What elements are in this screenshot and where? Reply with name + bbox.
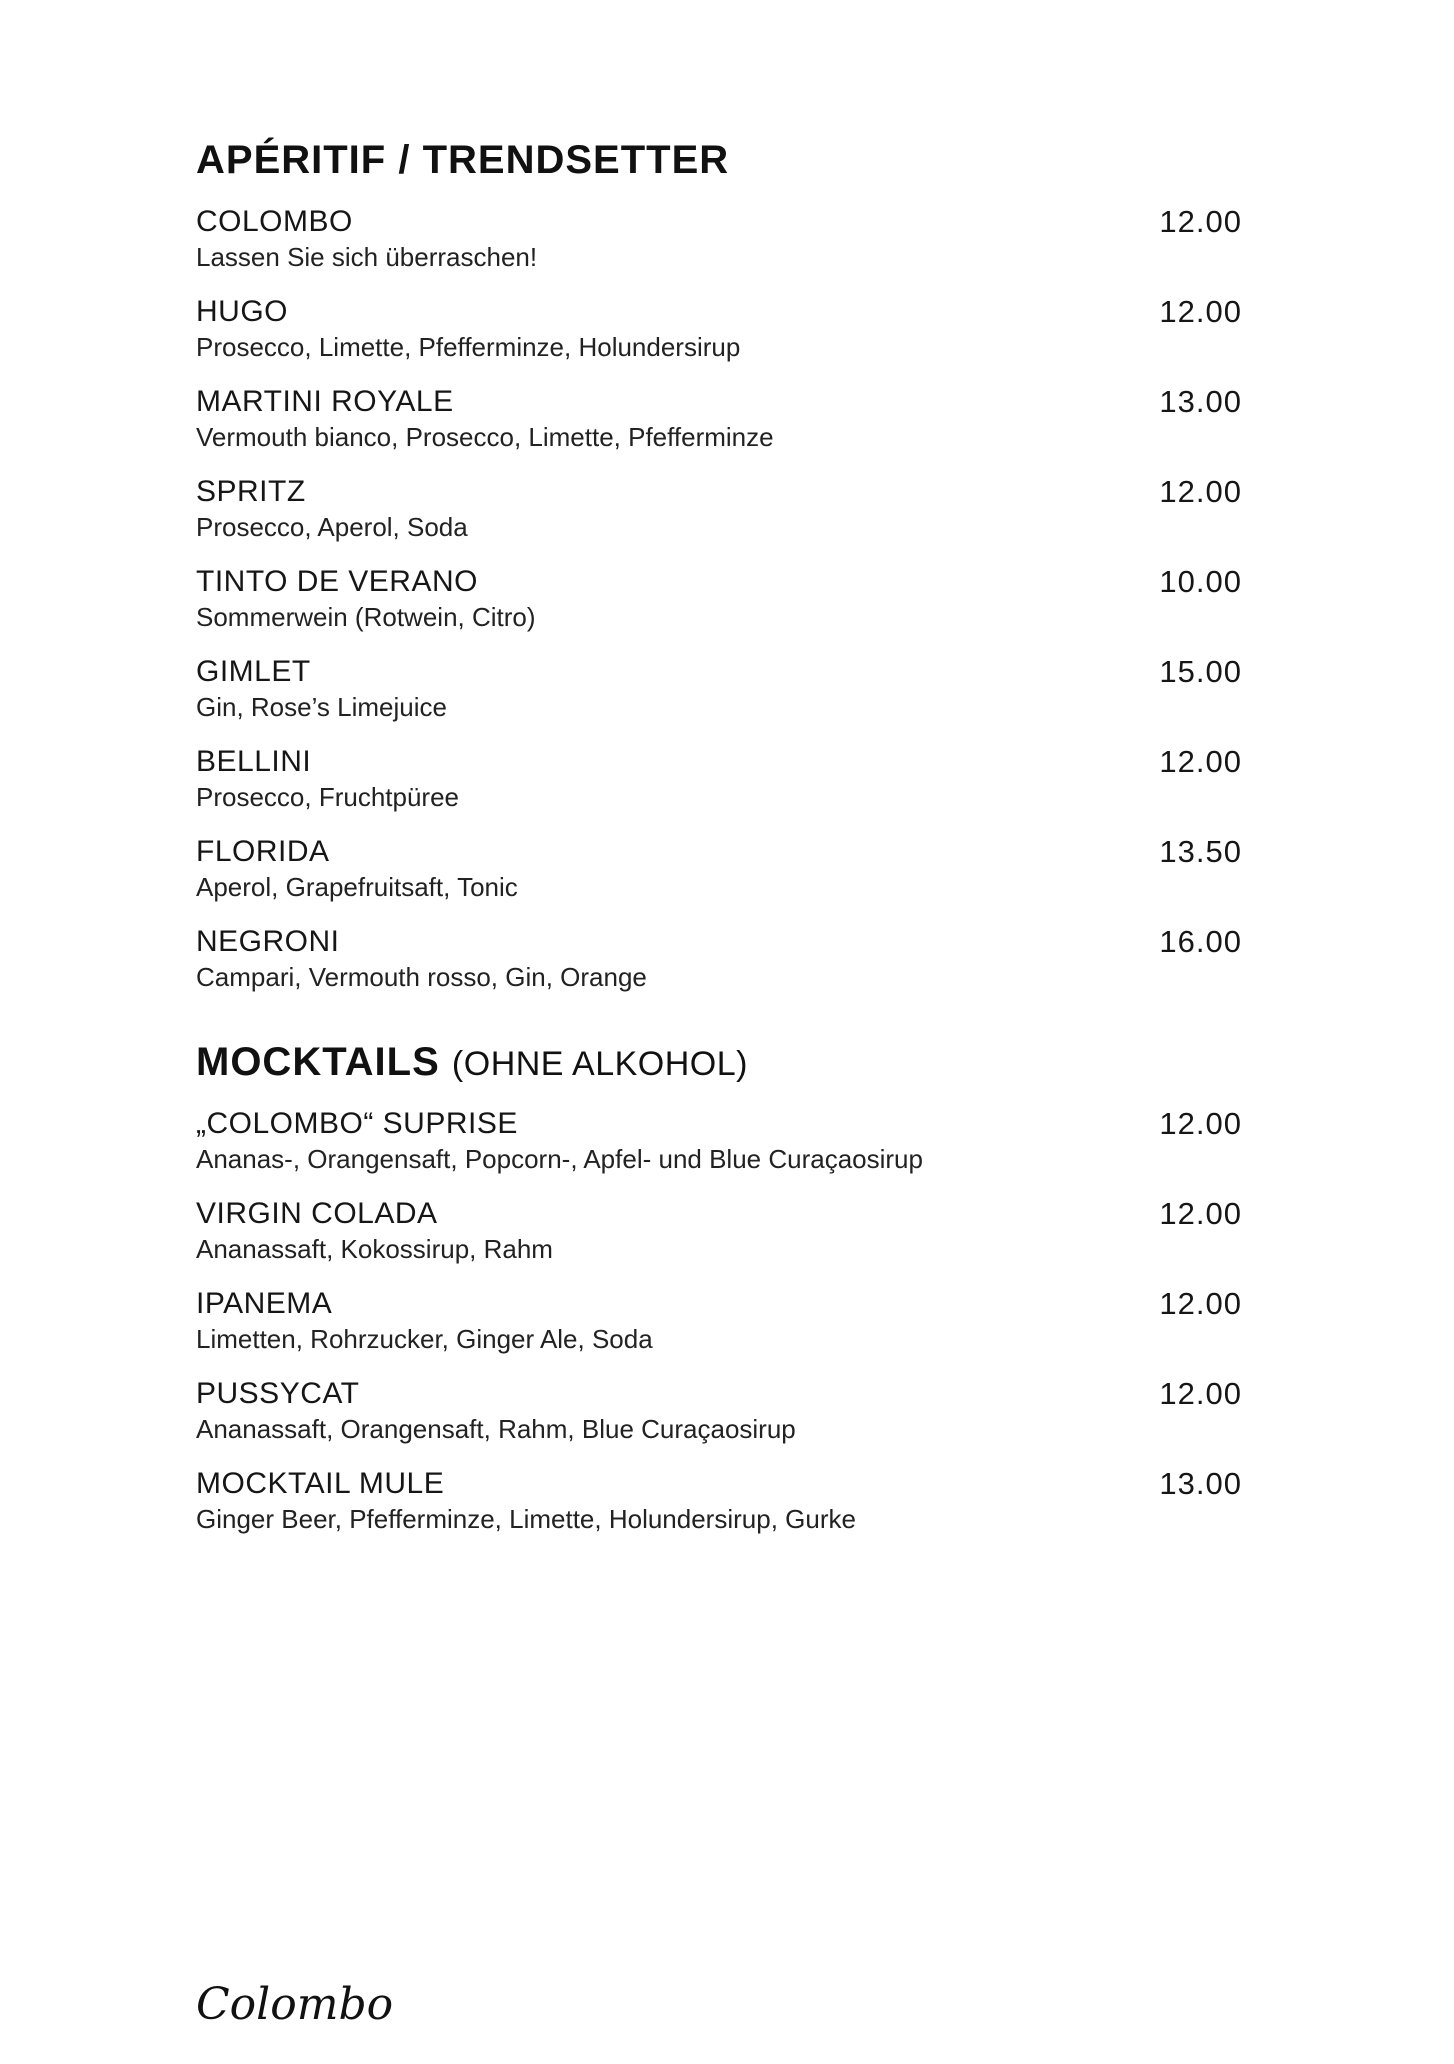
menu-content bbox=[196, 138, 1242, 1556]
item-description: Lassen Sie sich überraschen! bbox=[196, 242, 538, 272]
item-name: MOCKTAIL MULE bbox=[196, 1467, 445, 1500]
item-description: Ananassaft, Kokossirup, Rahm bbox=[196, 1234, 553, 1264]
item-name: GIMLET bbox=[196, 655, 311, 688]
item-price: 10.00 bbox=[1159, 564, 1242, 599]
item-description: Sommerwein (Rotwein, Citro) bbox=[196, 602, 536, 632]
item-text bbox=[196, 834, 1135, 904]
menu-item-virgin-colada bbox=[196, 1196, 1242, 1266]
item-name: BELLINI bbox=[196, 745, 312, 778]
item-name: COLOMBO bbox=[196, 205, 353, 238]
menu-item-negroni bbox=[196, 924, 1242, 994]
section-subtitle-text: (OHNE ALKOHOL) bbox=[451, 1045, 748, 1083]
menu-item-tinto-de-verano bbox=[196, 564, 1242, 634]
menu-item-colombo bbox=[196, 204, 1242, 274]
item-price: 13.50 bbox=[1159, 834, 1242, 869]
item-text bbox=[196, 474, 1135, 544]
item-text bbox=[196, 1106, 1135, 1176]
item-text bbox=[196, 204, 1135, 274]
item-text bbox=[196, 1196, 1135, 1266]
item-name: „COLOMBO“ SUPRISE bbox=[196, 1107, 518, 1140]
item-description: Aperol, Grapefruitsaft, Tonic bbox=[196, 872, 518, 902]
item-text bbox=[196, 384, 1135, 454]
item-description: Ananas-, Orangensaft, Popcorn-, Apfel- und Blue Curaçaosirup bbox=[196, 1144, 923, 1174]
item-price: 12.00 bbox=[1159, 1376, 1242, 1411]
item-price: 12.00 bbox=[1159, 204, 1242, 239]
item-name: MARTINI ROYALE bbox=[196, 385, 454, 418]
item-description: Prosecco, Aperol, Soda bbox=[196, 512, 468, 542]
section-title-mocktails bbox=[196, 1040, 1242, 1084]
item-price: 12.00 bbox=[1159, 744, 1242, 779]
item-price: 12.00 bbox=[1159, 1106, 1242, 1141]
item-text bbox=[196, 744, 1135, 814]
item-description: Prosecco, Limette, Pfefferminze, Holundersirup bbox=[196, 332, 741, 362]
item-price: 12.00 bbox=[1159, 1196, 1242, 1231]
menu-item-martini-royale bbox=[196, 384, 1242, 454]
item-name: HUGO bbox=[196, 295, 288, 328]
item-text bbox=[196, 564, 1135, 634]
menu-item-colombo-suprise bbox=[196, 1106, 1242, 1176]
item-text bbox=[196, 654, 1135, 724]
item-description: Ananassaft, Orangensaft, Rahm, Blue Curaçaosirup bbox=[196, 1414, 796, 1444]
item-description: Prosecco, Fruchtpüree bbox=[196, 782, 460, 812]
menu-item-gimlet bbox=[196, 654, 1242, 724]
item-text bbox=[196, 924, 1135, 994]
item-name: NEGRONI bbox=[196, 925, 340, 958]
item-price: 16.00 bbox=[1159, 924, 1242, 959]
menu-item-bellini bbox=[196, 744, 1242, 814]
item-text bbox=[196, 1376, 1135, 1446]
menu-item-pussycat bbox=[196, 1376, 1242, 1446]
item-name: TINTO DE VERANO bbox=[196, 565, 478, 598]
section-aperitif-trendsetter bbox=[196, 138, 1242, 994]
item-description: Ginger Beer, Pfefferminze, Limette, Holundersirup, Gurke bbox=[196, 1504, 856, 1534]
item-name: PUSSYCAT bbox=[196, 1377, 360, 1410]
menu-item-florida bbox=[196, 834, 1242, 904]
section-title-text: MOCKTAILS bbox=[196, 1040, 440, 1084]
menu-item-hugo bbox=[196, 294, 1242, 364]
item-description: Limetten, Rohrzucker, Ginger Ale, Soda bbox=[196, 1324, 653, 1354]
item-price: 12.00 bbox=[1159, 474, 1242, 509]
item-name: FLORIDA bbox=[196, 835, 330, 868]
item-description: Vermouth bianco, Prosecco, Limette, Pfefferminze bbox=[196, 422, 774, 452]
item-text bbox=[196, 1466, 1135, 1536]
item-price: 13.00 bbox=[1159, 1466, 1242, 1501]
item-price: 12.00 bbox=[1159, 1286, 1242, 1321]
item-price: 15.00 bbox=[1159, 654, 1242, 689]
item-text bbox=[196, 1286, 1135, 1356]
item-price: 13.00 bbox=[1159, 384, 1242, 419]
menu-item-ipanema bbox=[196, 1286, 1242, 1356]
item-price: 12.00 bbox=[1159, 294, 1242, 329]
section-title-aperitif bbox=[196, 138, 1242, 182]
menu-item-mocktail-mule bbox=[196, 1466, 1242, 1536]
item-text bbox=[196, 294, 1135, 364]
colombo-script-logo: Colombo bbox=[196, 1979, 394, 2030]
section-mocktails bbox=[196, 1040, 1242, 1536]
item-name: SPRITZ bbox=[196, 475, 306, 508]
item-name: VIRGIN COLADA bbox=[196, 1197, 438, 1230]
item-description: Gin, Rose’s Limejuice bbox=[196, 692, 447, 722]
section-title-text: APÉRITIF / TRENDSETTER bbox=[196, 138, 730, 182]
menu-item-spritz bbox=[196, 474, 1242, 544]
item-description: Campari, Vermouth rosso, Gin, Orange bbox=[196, 962, 647, 992]
item-name: IPANEMA bbox=[196, 1287, 333, 1320]
